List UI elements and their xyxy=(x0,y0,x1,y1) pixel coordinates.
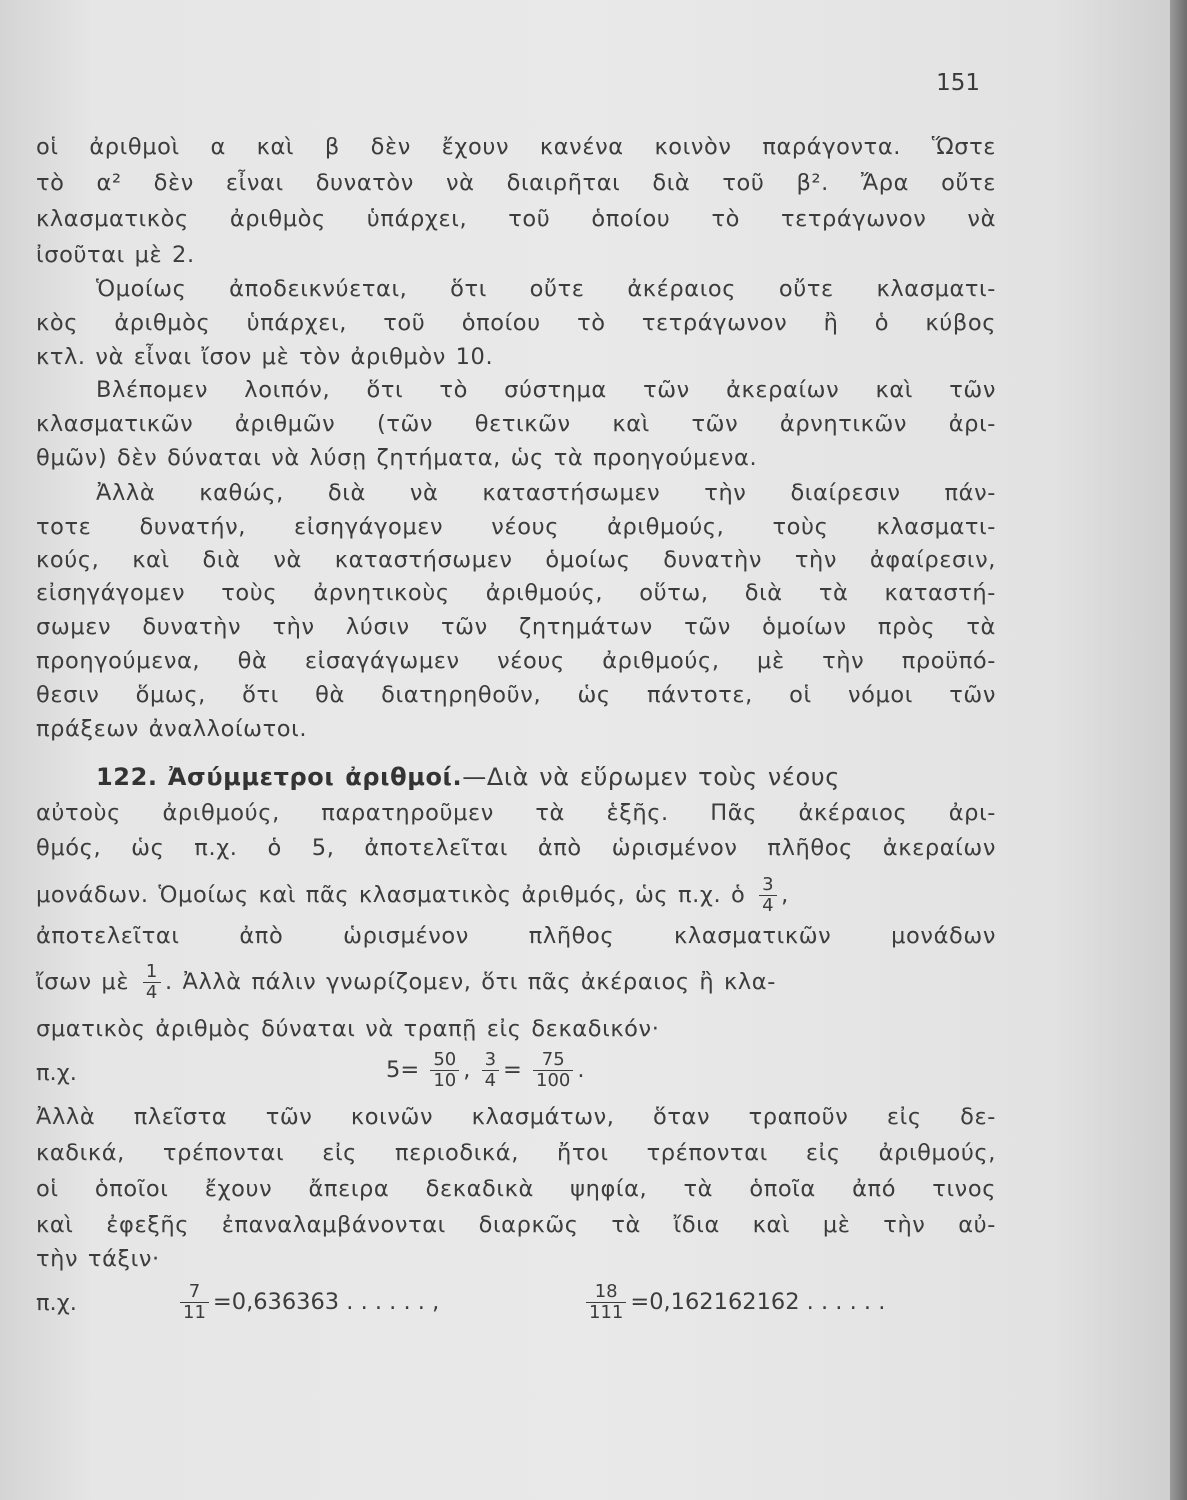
text-line-with-fraction xyxy=(36,957,996,1007)
section-number: 122. xyxy=(96,763,158,791)
page-edge-shadow xyxy=(1170,0,1187,1500)
fraction-numerator: 18 xyxy=(586,1282,626,1303)
text-line: Ἀλλὰ πλεῖστα τῶν κοινῶν κλασμάτων, ὅταν τραποῦν εἰς δε- xyxy=(36,1104,996,1130)
fraction-denominator: 100 xyxy=(536,1070,571,1091)
section-title: Ἀσύμμετροι ἀριθμοί. xyxy=(167,763,463,791)
section-heading-line xyxy=(96,760,996,794)
equals-sign: = xyxy=(400,1057,420,1083)
text-line: θεσιν ὅμως, ὅτι θὰ διατηρηθοῦν, ὡς πάντοτε, οἱ νόμοι τῶν xyxy=(36,682,996,708)
fraction-denominator: 4 xyxy=(762,895,775,916)
decimal-expansion: =0,636363 . . . . . . , xyxy=(212,1289,440,1315)
fraction xyxy=(533,1050,573,1091)
decimal-expansion: =0,162162162 . . . . . . xyxy=(630,1289,886,1315)
text-line: πράξεων ἀναλλοίωτοι. xyxy=(36,716,308,742)
text-line: καὶ ἐφεξῆς ἐπαναλαμβάνονται διαρκῶς τὰ ἴδια καὶ μὲ τὴν αὐ- xyxy=(36,1212,996,1238)
fraction-numerator: 1 xyxy=(143,962,161,983)
fraction-numerator: 3 xyxy=(759,875,777,896)
text-line: οἱ ὁποῖοι ἔχουν ἄπειρα δεκαδικὰ ψηφία, τὰ ὁποῖα ἀπό τινος xyxy=(36,1176,996,1202)
text-span: , xyxy=(781,882,789,908)
text-line: ἀποτελεῖται ἀπὸ ὡρισμένον πλῆθος κλασματικῶν μονάδων xyxy=(36,923,996,949)
text-span: ἴσων μὲ xyxy=(36,969,130,995)
text-line: κὸς ἀριθμὸς ὑπάρχει, τοῦ ὁποίου τὸ τετράγωνον ἢ ὁ κύβος xyxy=(36,310,996,336)
fraction-denominator: 10 xyxy=(433,1070,457,1091)
separator: , xyxy=(463,1057,471,1083)
equation-line xyxy=(176,1274,439,1330)
section-intro-text: —Διὰ νὰ εὕρωμεν τοὺς νέους xyxy=(462,763,840,791)
text-line: κούς, καὶ διὰ νὰ καταστήσωμεν ὁμοίως δυνατὴν τὴν ἀφαίρεσιν, xyxy=(36,547,996,573)
text-line: κλασματικὸς ἀριθμὸς ὑπάρχει, τοῦ ὁποίου τὸ τετράγωνον νὰ xyxy=(36,206,996,232)
text-line: κλασματικῶν ἀριθμῶν (τῶν θετικῶν καὶ τῶν ἀρνητικῶν ἀρι- xyxy=(36,411,996,437)
period: . xyxy=(577,1057,585,1083)
fraction xyxy=(759,875,777,916)
text-line: τοτε δυνατήν, εἰσηγάγομεν νέους ἀριθμούς, τοὺς κλασματι- xyxy=(36,514,996,540)
fraction xyxy=(586,1282,626,1323)
fraction xyxy=(482,1050,499,1091)
equation-line xyxy=(386,1042,585,1098)
fraction-numerator: 7 xyxy=(180,1282,209,1303)
text-line: Βλέπομεν λοιπόν, ὅτι τὸ σύστημα τῶν ἀκεραίων καὶ τῶν xyxy=(96,377,996,403)
text-span: μονάδων. Ὁμοίως καὶ πᾶς κλασματικὸς ἀριθμός, ὡς π.χ. ὁ xyxy=(36,882,746,908)
fraction-denominator: 4 xyxy=(484,1070,497,1091)
text-line: ἰσοῦται μὲ 2. xyxy=(36,242,195,268)
text-line: σματικὸς ἀριθμὸς δύναται νὰ τραπῇ εἰς δεκαδικόν· xyxy=(36,1016,660,1042)
fraction-numerator: 75 xyxy=(533,1050,573,1071)
text-line: τὴν τάξιν· xyxy=(36,1246,160,1272)
example-label: π.χ. xyxy=(36,1290,77,1316)
fraction-denominator: 111 xyxy=(589,1302,624,1323)
equation-line xyxy=(582,1274,885,1330)
text-line: κτλ. νὰ εἶναι ἴσον μὲ τὸν ἀριθμὸν 10. xyxy=(36,344,494,370)
fraction-numerator: 3 xyxy=(482,1050,499,1071)
text-line: τὸ α² δὲν εἶναι δυνατὸν νὰ διαιρῆται διὰ τοῦ β². Ἄρα οὔτε xyxy=(36,170,996,196)
text-line: οἱ ἀριθμοὶ α καὶ β δὲν ἔχουν κανένα κοινὸν παράγοντα. Ὥστε xyxy=(36,134,996,160)
fraction-denominator: 11 xyxy=(183,1302,206,1323)
equation-term: 5 xyxy=(386,1057,401,1083)
text-line: Ἀλλὰ καθώς, διὰ νὰ καταστήσωμεν τὴν διαίρεσιν πάν- xyxy=(96,480,996,506)
text-line: καδικά, τρέπονται εἰς περιοδικά, ἤτοι τρέπονται εἰς ἀριθμούς, xyxy=(36,1140,996,1166)
text-line: εἰσηγάγομεν τοὺς ἀρνητικοὺς ἀριθμούς, οὕτω, διὰ τὰ καταστή- xyxy=(36,580,996,606)
fraction xyxy=(430,1050,459,1091)
text-line: προηγούμενα, θὰ εἰσαγάγωμεν νέους ἀριθμούς, μὲ τὴν προϋπό- xyxy=(36,648,996,674)
fraction-numerator: 50 xyxy=(430,1050,459,1071)
text-line: σωμεν δυνατὴν τὴν λύσιν τῶν ζητημάτων τῶν ὁμοίων πρὸς τὰ xyxy=(36,614,996,640)
example-label: π.χ. xyxy=(36,1060,77,1086)
fraction xyxy=(143,962,161,1003)
equals-sign: = xyxy=(503,1057,522,1083)
text-line: Ὁμοίως ἀποδεικνύεται, ὅτι οὔτε ἀκέραιος οὔτε κλασματι- xyxy=(96,276,996,302)
fraction-denominator: 4 xyxy=(145,982,158,1003)
fraction xyxy=(180,1282,209,1323)
text-line: αὐτοὺς ἀριθμούς, παρατηροῦμεν τὰ ἑξῆς. Πᾶς ἀκέραιος ἀρι- xyxy=(36,800,996,826)
text-span: . Ἀλλὰ πάλιν γνωρίζομεν, ὅτι πᾶς ἀκέραιος ἢ κλα- xyxy=(164,969,776,995)
text-line-with-fraction xyxy=(36,870,996,920)
page-number: 151 xyxy=(936,70,980,96)
text-line: θμός, ὡς π.χ. ὁ 5, ἀποτελεῖται ἀπὸ ὡρισμένον πλῆθος ἀκεραίων xyxy=(36,835,996,861)
text-line: θμῶν) δὲν δύναται νὰ λύσῃ ζητήματα, ὡς τὰ προηγούμενα. xyxy=(36,445,758,471)
